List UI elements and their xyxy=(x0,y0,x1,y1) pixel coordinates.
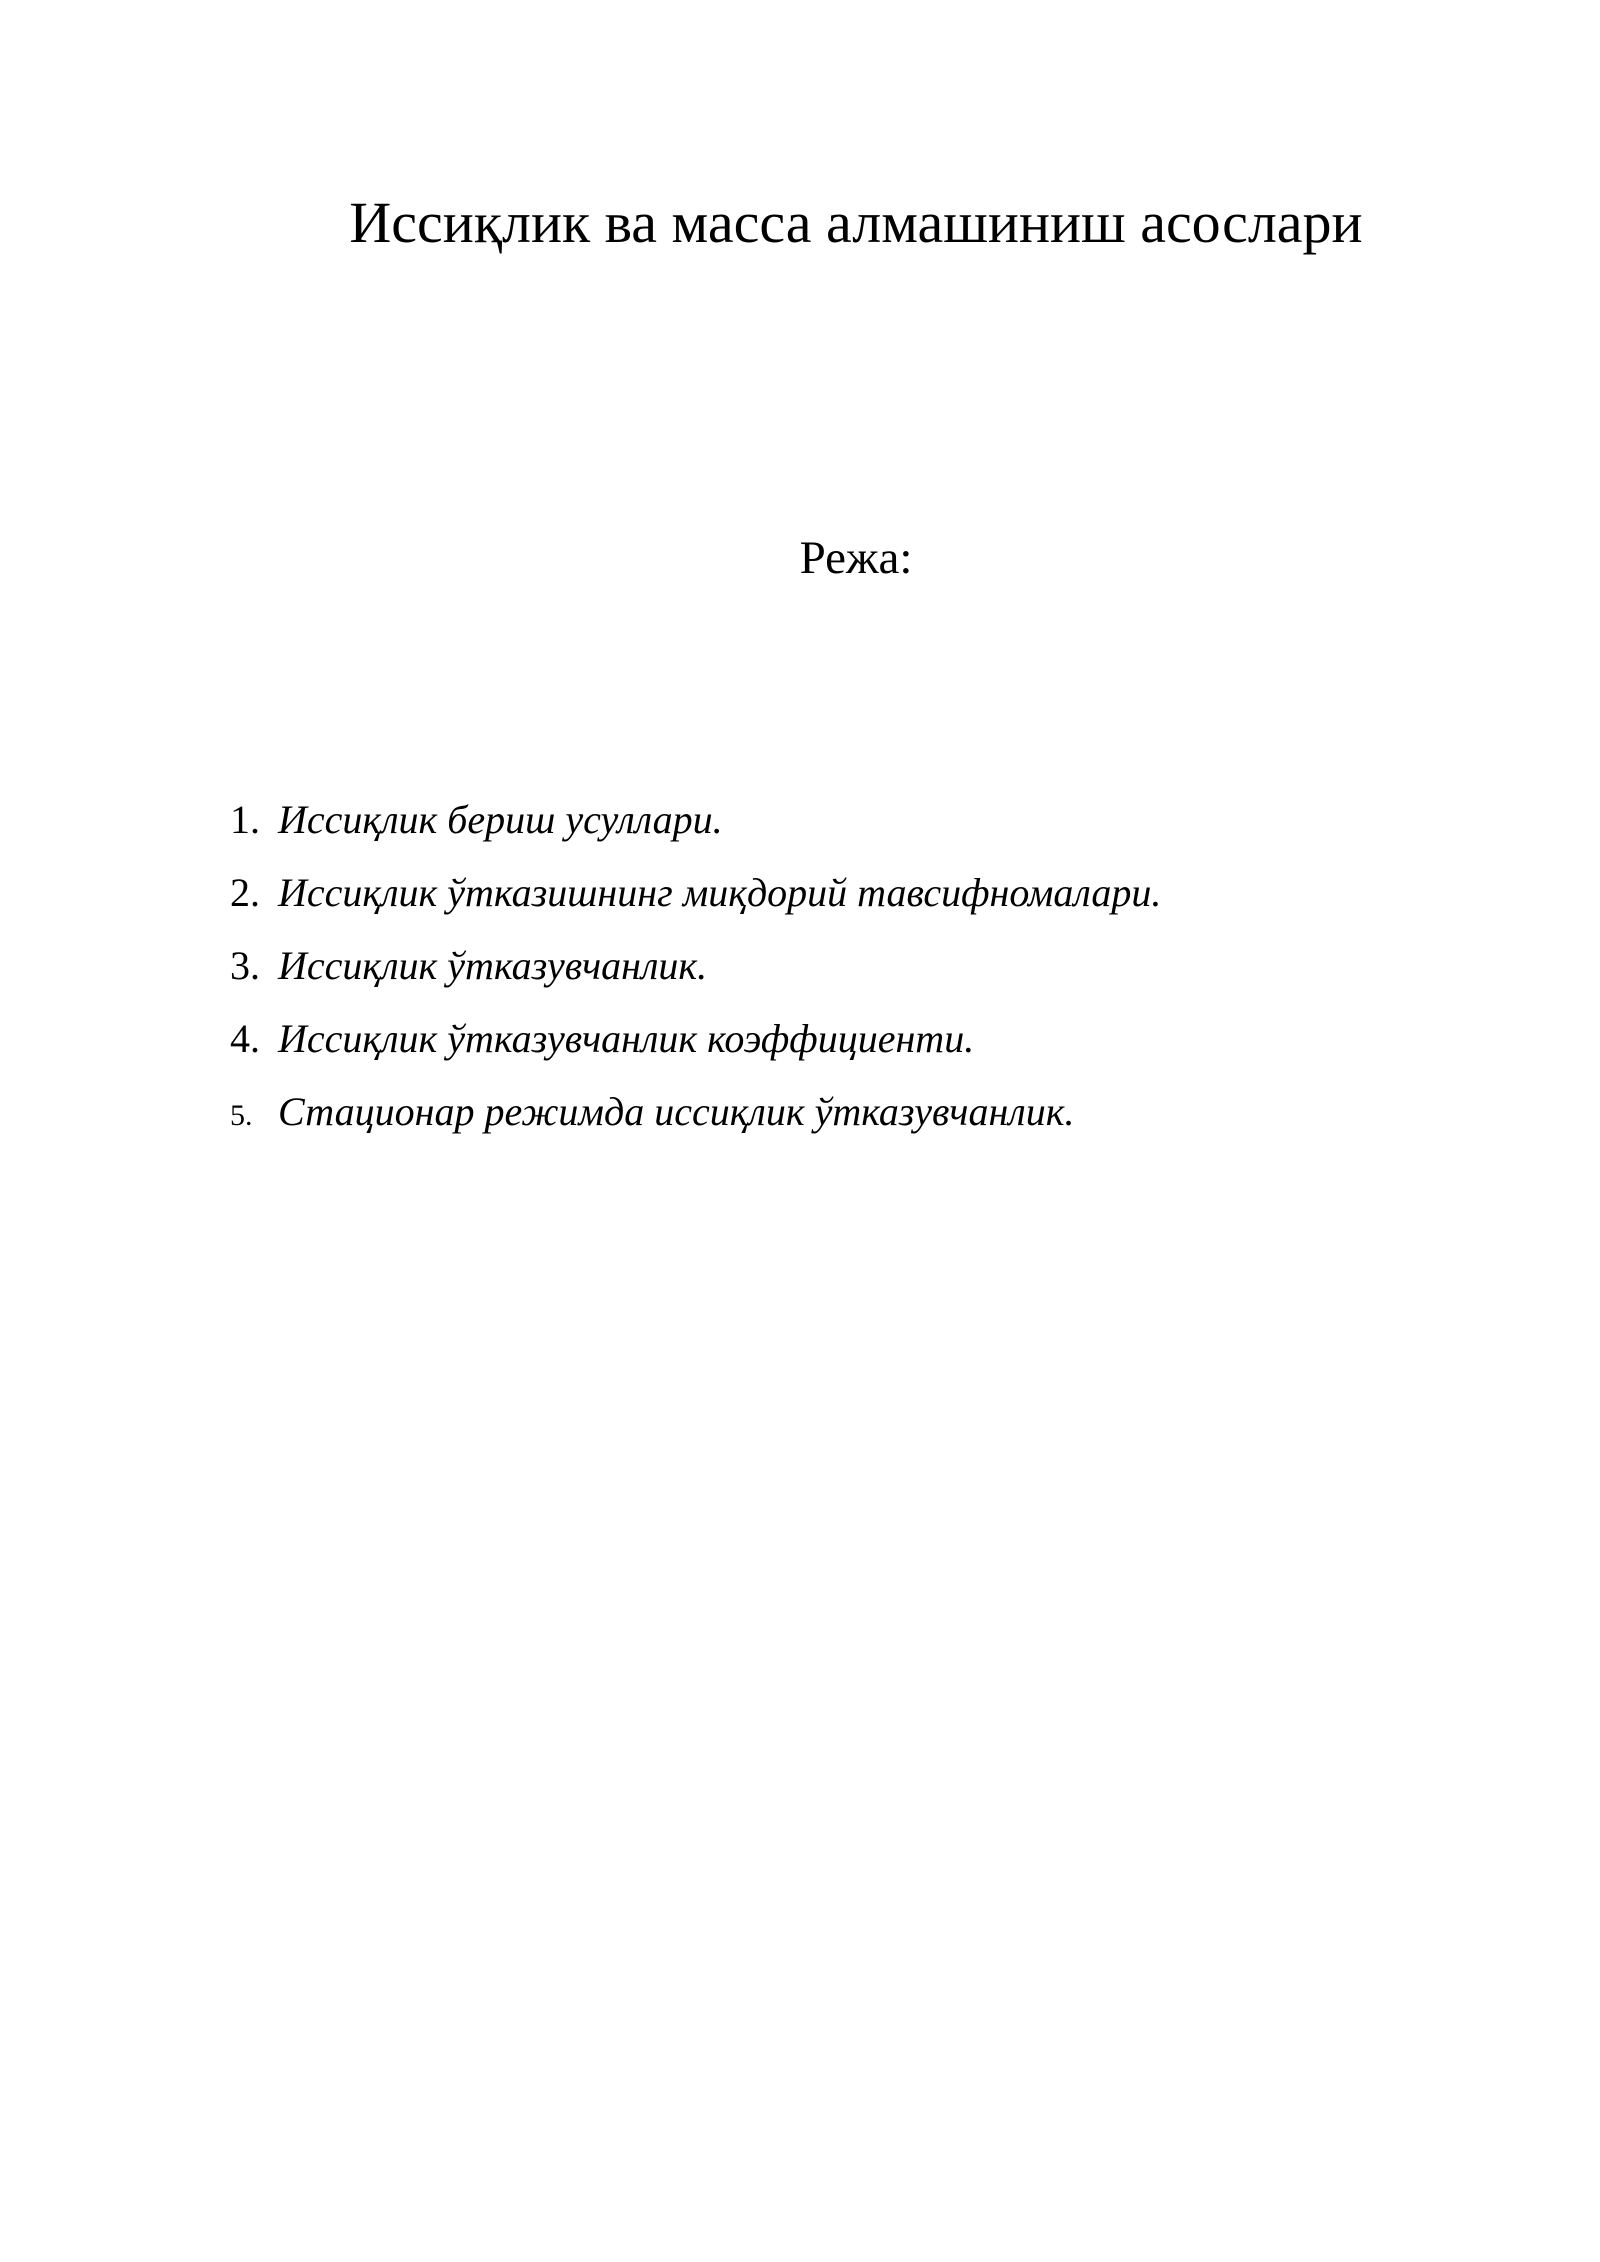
plan-item-number: 4. xyxy=(230,1016,260,1061)
plan-item-1 xyxy=(230,795,1161,868)
plan-item-text: Иссиқлик ўтказувчанлик коэффициенти. xyxy=(278,1016,975,1061)
plan-item-text: Иссиқлик ўтказишнинг миқдорий тавсифномалари. xyxy=(278,870,1162,915)
plan-item-2 xyxy=(230,868,1161,941)
plan-item-4 xyxy=(230,1014,1161,1087)
plan-item-5 xyxy=(230,1087,1161,1160)
plan-list xyxy=(230,795,1161,1160)
plan-item-text: Иссиқлик бериш усуллари. xyxy=(278,797,723,842)
plan-item-text: Стационар режимда иссиқлик ўтказувчанлик. xyxy=(278,1089,1075,1134)
plan-item-text: Иссиқлик ўтказувчанлик. xyxy=(278,943,708,988)
plan-item-number: 3. xyxy=(230,943,260,988)
plan-item-number: 1. xyxy=(230,797,260,842)
plan-heading: Режа: xyxy=(799,532,913,584)
plan-item-3 xyxy=(230,941,1161,1014)
document-title: Иссиқлик ва масса алмашиниш асослари xyxy=(349,190,1363,255)
plan-item-number: 5. xyxy=(230,1099,253,1132)
plan-item-number: 2. xyxy=(230,870,260,915)
